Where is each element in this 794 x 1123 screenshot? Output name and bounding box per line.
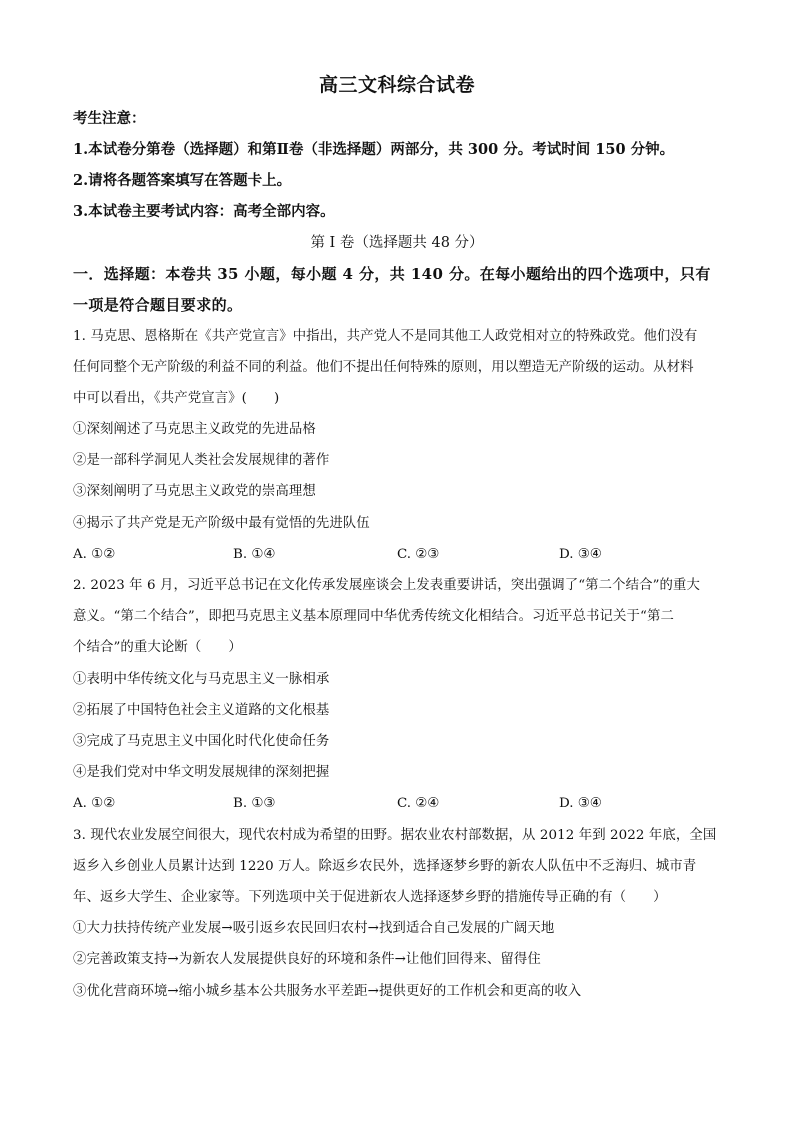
question-1-statement-3: ③深刻阐明了马克思主义政党的崇高理想 (73, 484, 316, 499)
question-2-statement-4: ④是我们党对中华文明发展规律的深刻把握 (73, 765, 330, 780)
part-one-instruction-line-1: 一．选择题：本卷共 35 小题，每小题 4 分，共 140 分。在每小题给出的四个选项中，只有 (73, 265, 711, 283)
notice-item-3: 3.本试卷主要考试内容：高考全部内容。 (73, 203, 335, 220)
notice-heading: 考生注意： (73, 110, 146, 127)
part-one-instruction-line-2: 一项是符合题目要求的。 (73, 296, 243, 314)
notice-item-1: 1.本试卷分第卷（选择题）和第Ⅱ卷（非选择题）两部分，共 300 分。考试时间 150 分钟。 (73, 141, 675, 158)
question-2-choice-a: A. ①② (73, 796, 116, 811)
question-2-statement-3: ③完成了马克思主义中国化时代化使命任务 (73, 734, 330, 749)
question-1-statement-2: ②是一部科学洞见人类社会发展规律的著作 (73, 453, 330, 468)
question-1-choice-d: D. ③④ (559, 547, 602, 562)
question-3-stem-line-1: 3. 现代农业发展空间很大，现代农村成为希望的田野。据农业农村部数据，从 2012 年到 2022 年底，全国 (73, 828, 717, 843)
question-1-statement-1: ①深刻阐述了马克思主义政党的先进品格 (73, 422, 316, 437)
question-1-stem-line-2: 任何同整个无产阶级的利益不同的利益。他们不提出任何特殊的原则，用以塑造无产阶级的运动。从材料 (73, 360, 694, 375)
question-1-choice-b: B. ①④ (233, 547, 276, 562)
question-2-stem-line-1: 2. 2023 年 6 月，习近平总书记在文化传承发展座谈会上发表重要讲话，突出强调了“第二个结合”的重大 (73, 578, 701, 593)
question-1-statement-4: ④揭示了共产党是无产阶级中最有觉悟的先进队伍 (73, 516, 370, 531)
question-2-statement-2: ②拓展了中国特色社会主义道路的文化根基 (73, 703, 330, 718)
question-3-stem-line-2: 返乡入乡创业人员累计达到 1220 万人。除返乡农民外，选择逐梦乡野的新农人队伍中不乏海归、城市青 (73, 859, 697, 874)
question-1-choice-c: C. ②③ (397, 547, 440, 562)
question-2-choice-c: C. ②④ (397, 796, 440, 811)
question-3-stem-line-3: 年、返乡大学生、企业家等。下列选项中关于促进新农人选择逐梦乡野的措施传导正确的有（ ） (73, 890, 667, 905)
question-3-statement-1: ①大力扶持传统产业发展→吸引返乡农民回归农村→找到适合自己发展的广阔天地 (73, 921, 555, 936)
question-1-stem-line-3: 中可以看出，《共产党宣言》( ) (73, 391, 280, 406)
question-2-choice-d: D. ③④ (559, 796, 602, 811)
notice-item-2: 2.请将各题答案填写在答题卡上。 (73, 172, 292, 189)
question-3-statement-3: ③优化营商环境→缩小城乡基本公共服务水平差距→提供更好的工作机会和更高的收入 (73, 984, 582, 999)
section-title: 第 I 卷（选择题共 48 分） (310, 235, 484, 251)
question-1-stem-line-1: 1. 马克思、恩格斯在《共产党宣言》中指出，共产党人不是同其他工人政党相对立的特殊政党。他们没有 (73, 329, 698, 344)
question-1-choice-a: A. ①② (73, 547, 116, 562)
question-3-statement-2: ②完善政策支持→为新农人发展提供良好的环境和条件→让他们回得来、留得住 (73, 952, 541, 967)
exam-title: 高三文科综合试卷 (318, 74, 475, 96)
question-2-stem-line-2: 意义。“第二个结合”，即把马克思主义基本原理同中华优秀传统文化相结合。习近平总书记关于“第二 (73, 609, 674, 624)
question-2-stem-line-3: 个结合”的重大论断（ ） (73, 640, 242, 655)
question-2-statement-1: ①表明中华传统文化与马克思主义一脉相承 (73, 672, 330, 687)
question-2-choice-b: B. ①③ (233, 796, 276, 811)
